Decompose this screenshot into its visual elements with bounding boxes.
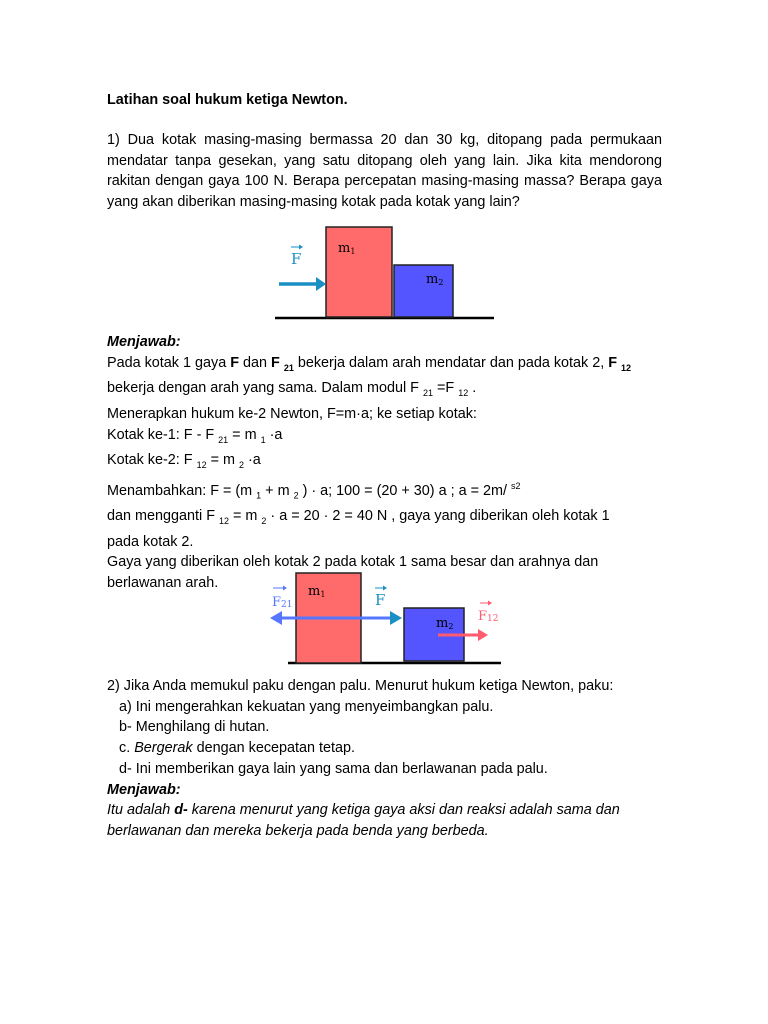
option-c: c. Bergerak dengan kecepatan tetap. xyxy=(119,740,356,757)
option-a: a) Ini mengerahkan kekuatan yang menyeimbangkan palu. xyxy=(119,698,494,715)
figure-2-f21-label: F21 xyxy=(272,595,293,610)
answer-1-line-3: Menerapkan hukum ke-2 Newton, F=m·a; ke setiap kotak: xyxy=(107,405,477,422)
figure-1-label-m2: m2 xyxy=(426,272,444,287)
option-b: b- Menghilang di hutan. xyxy=(119,719,270,736)
document-title: Latihan soal hukum ketiga Newton. xyxy=(107,92,348,108)
figure-2-f-label: F xyxy=(375,591,386,609)
figure-2-f12-arrowhead xyxy=(478,629,488,641)
answer-1-line-4: Kotak ke-1: F - F $_{21}$ = m $_1$ ·a xyxy=(107,426,283,445)
figure-2-f21-arrowhead xyxy=(270,611,282,625)
figure-1-force-arrowhead xyxy=(316,277,326,291)
figure-1-diagram xyxy=(270,222,500,324)
figure-1-label-m1: m1 xyxy=(338,241,356,256)
figure-2-label-m1: m1 xyxy=(308,584,326,599)
question-2 xyxy=(107,676,620,842)
figure-1-box-m1 xyxy=(326,227,392,317)
figure-1-box-m2 xyxy=(394,265,453,317)
answer-1-line-6: Menambahkan: F = (m $_1$ + m $_2$ ) · a; 100 = (20 + 30) a ; a = 2m/ $^{s2}$ xyxy=(107,480,521,501)
question-2-text: 2) Jika Anda memukul paku dengan palu. Menurut hukum ketiga Newton, paku: xyxy=(107,678,614,694)
answer-1-line-7: dan mengganti F $_{12}$ = m $_2$ · a = 20 · 2 = 40 N , gaya yang diberikan oleh kotak 1 xyxy=(107,508,610,526)
question-1: 1) Dua kotak masing-masing bermassa 20 dan 30 kg, ditopang pada permukaan mendatar tanpa gesekan, yang satu ditopang oleh yang lain. Jika kita mendorong rakitan dengan gaya 100 N. Berapa percepatan masing-masing massa? Berapa gaya yang akan diberikan masing-masing kotak pada kotak yang lain? xyxy=(107,132,662,211)
answer-1-heading: Menjawab: xyxy=(107,334,181,350)
figure-2-f-arrowhead xyxy=(390,611,402,625)
answer-1-line-2: bekerja dengan arah yang sama. Dalam modul F $_{21}$ =F $_{12}$ . xyxy=(107,380,477,399)
answer-1-line-10: berlawanan arah. xyxy=(107,575,219,592)
figure-1-force-label: F xyxy=(291,250,302,268)
answer-2-line-1: Itu adalah d- karena menurut yang ketiga gaya aksi dan reaksi adalah sama dan xyxy=(107,802,620,819)
answer-1-line-8: pada kotak 2. xyxy=(107,533,194,550)
answer-1-line-5: Kotak ke-2: F $_{12}$ = m $_2$ ·a xyxy=(107,452,261,471)
option-d: d- Ini memberikan gaya lain yang sama dan berlawanan pada palu. xyxy=(119,760,548,777)
answer-2-line-2: berlawanan dan mereka bekerja pada benda yang berbeda. xyxy=(107,822,489,839)
answer-1-line-1: Pada kotak 1 gaya F dan F $_{21}$ bekerja dalam arah mendatar dan pada kotak 2, F $_{12}$ xyxy=(107,354,632,373)
answer-2-heading: Menjawab: xyxy=(107,781,181,798)
figure-2-diagram xyxy=(262,570,507,670)
figure-2-f12-label: F12 xyxy=(478,609,499,624)
answer-1 xyxy=(107,332,631,594)
figure-2-label-m2: m2 xyxy=(436,616,454,631)
answer-1-line-9: Gaya yang diberikan oleh kotak 2 pada kotak 1 sama besar dan arahnya dan xyxy=(107,554,599,571)
